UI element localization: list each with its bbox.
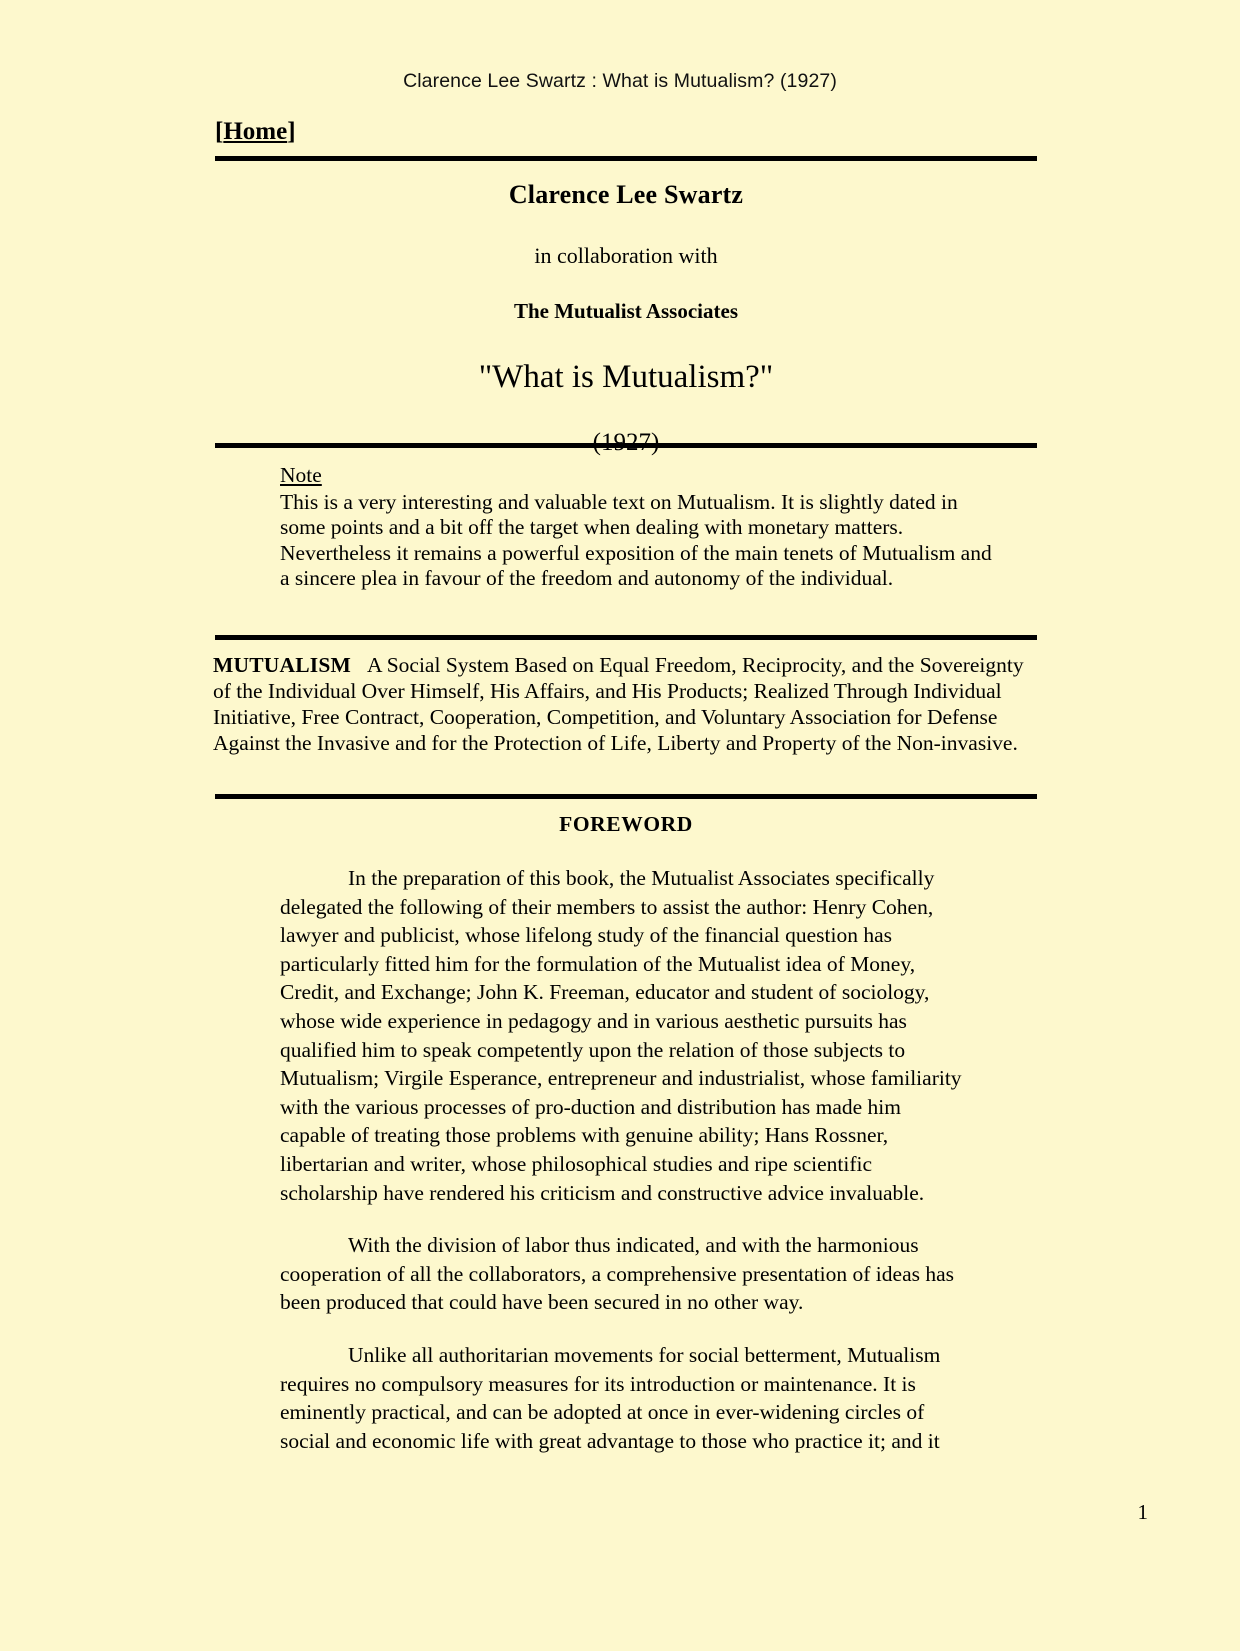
horizontal-rule-after-note	[215, 635, 1037, 640]
definition-term: MUTUALISM	[213, 653, 351, 677]
foreword-heading: FOREWORD	[559, 812, 693, 836]
home-navigation	[215, 118, 296, 146]
book-title: "What is Mutualism?"	[478, 359, 774, 395]
page-number: 1	[1137, 1500, 1148, 1524]
horizontal-rule-after-definition	[215, 794, 1037, 799]
foreword-paragraph: Unlike all authoritarian movements for social betterment, Mutualism requires no compulsory measures for its introduction or maintenance. It is eminently practical, and can be adopted at once in ever-widening circles of social and economic life with great advantage to those who practice it; and it	[280, 1342, 941, 1453]
mutualism-definition	[213, 652, 1041, 756]
horizontal-rule-after-title	[215, 443, 1037, 448]
note-body: This is a very interesting and valuable text on Mutualism. It is slightly dated in some points and a bit off the target when dealing with monetary matters. Nevertheless it remains a powerful exposition of the main tenets of Mutualism and a sincere plea in favour of the freedom and autonomy of the individual.	[280, 489, 992, 591]
foreword-paragraph: In the preparation of this book, the Mutualist Associates specifically delegated the following of their members to assist the author: Henry Cohen, lawyer and publicist, whose lifelong study of the financial question has particularly fitted him for the formulation of the Mutualist idea of Money, Credit, and Exchange; John K. Freeman, educator and student of sociology, whose wide experience in pedagogy and in various aesthetic pursuits has qualified him to speak competently upon the relation of those subjects to Mutualism; Virgile Esperance, entrepreneur and industrialist, whose familiarity with the various processes of pro-duction and distribution has made him capable of treating those problems with genuine ability; Hans Rossner, libertarian and writer, whose philosophical studies and ripe scientific scholarship have rendered his criticism and constructive advice invaluable.	[280, 866, 962, 1205]
author-name: Clarence Lee Swartz	[508, 180, 744, 209]
running-head: Clarence Lee Swartz : What is Mutualism? (1927)	[403, 70, 837, 92]
note-block	[280, 463, 992, 592]
associates-name: The Mutualist Associates	[513, 299, 738, 323]
horizontal-rule-top	[215, 156, 1037, 161]
bracket-close: ]	[287, 118, 296, 145]
title-block	[215, 168, 1037, 457]
note-heading: Note	[280, 463, 322, 487]
definition-text: A Social System Based on Equal Freedom, Reciprocity, and the Sovereignty of the Individual Over Himself, His Affairs, and His Products; Realized Through Individual Initiative, Free Contract, Cooperation, Competition, and Voluntary Association for Defense Against the Invasive and for the Protection of Life, Liberty and Property of the Non-invasive.	[213, 653, 1024, 755]
foreword-paragraph: With the division of labor thus indicated, and with the harmonious cooperation of all the collaborators, a comprehensive presentation of ideas has been produced that could have been secured in no other way.	[280, 1233, 955, 1315]
collaboration-line: in collaboration with	[534, 243, 718, 268]
home-link[interactable]: Home	[223, 118, 288, 145]
bracket-open: [	[215, 118, 224, 145]
foreword-body	[280, 864, 970, 1455]
